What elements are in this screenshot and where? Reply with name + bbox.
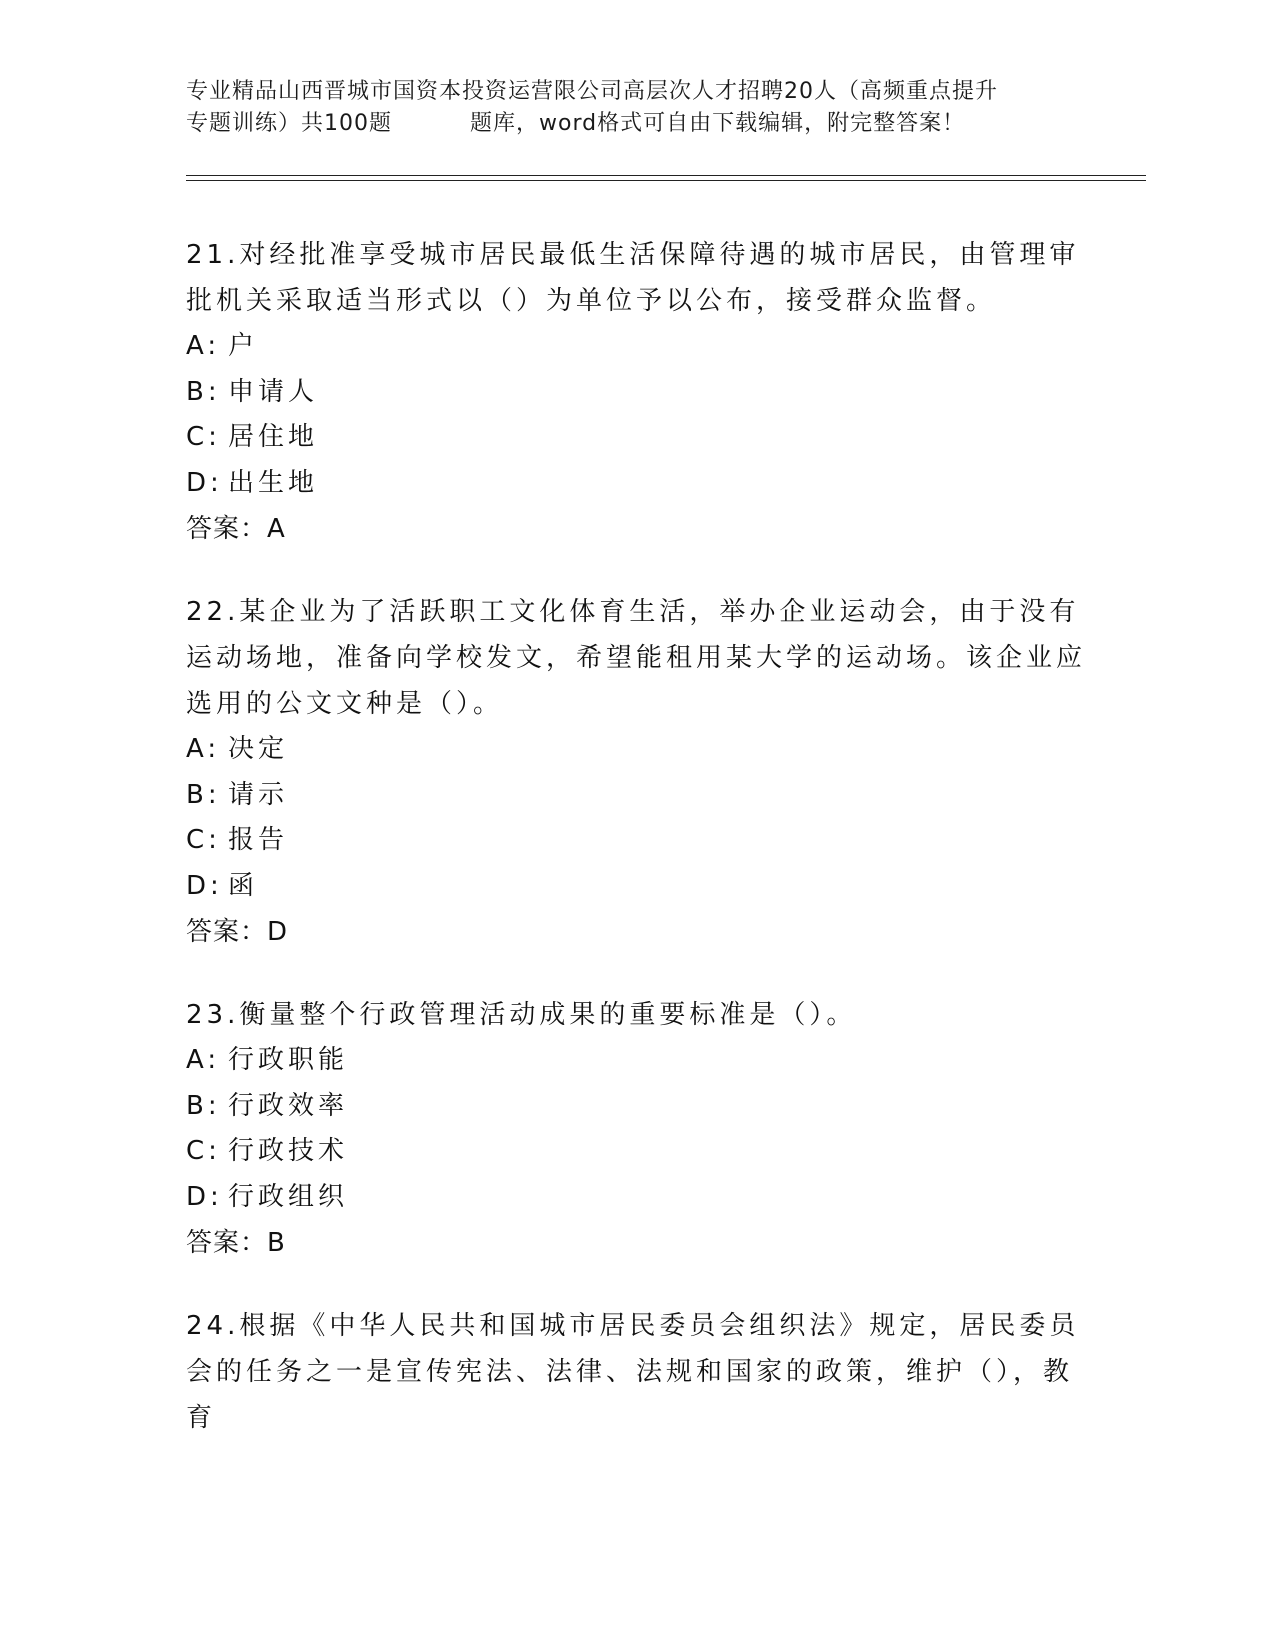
option-c — [186, 415, 1086, 461]
question-22 — [186, 589, 1086, 955]
option-text: 行政效率 — [228, 1090, 349, 1121]
question-text: 23.衡量整个行政管理活动成果的重要标准是（）。 — [186, 1000, 857, 1030]
option-a — [186, 1038, 1086, 1084]
question-21 — [186, 232, 1086, 552]
question-text: 22.某企业为了活跃职工文化体育生活，举办企业运动会，由于没有运动场地，准备向学校发文，希望能租用某大学的运动场。该企业应选用的公文文种是（）。 — [186, 597, 1087, 719]
option-b — [186, 1084, 1086, 1130]
option-text: 行政组织 — [228, 1181, 349, 1212]
question-23 — [186, 992, 1086, 1266]
document-header — [186, 76, 1086, 140]
option-text: 行政职能 — [228, 1045, 349, 1075]
answer-line: 答案：B — [186, 1228, 286, 1258]
header-line-1: 专业精品山西晋城市国资本投资运营限公司高层次人才招聘20人（高频重点提升 — [186, 79, 998, 104]
option-text: 报告 — [228, 825, 289, 855]
option-d — [186, 461, 1086, 507]
option-d — [186, 864, 1086, 910]
option-letter: B: — [186, 1090, 221, 1121]
option-letter: D: — [186, 467, 223, 498]
header-line-2 — [186, 108, 1086, 140]
option-text: 请示 — [228, 779, 289, 810]
option-b — [186, 370, 1086, 416]
option-text: 决定 — [228, 734, 289, 764]
option-letter: C: — [186, 825, 221, 855]
option-text: 居住地 — [228, 422, 319, 452]
option-text: 户 — [228, 331, 259, 361]
option-letter: A: — [186, 331, 221, 361]
question-list — [186, 232, 1086, 1478]
header-line-2-part-1: 专题训练）共100题 — [186, 111, 392, 136]
option-b — [186, 773, 1086, 819]
option-letter: C: — [186, 1136, 221, 1166]
header-divider-bottom — [186, 180, 1146, 181]
option-text: 行政技术 — [228, 1136, 349, 1166]
option-c — [186, 818, 1086, 864]
header-line-2-part-2: 题库，word格式可自由下载编辑，附完整答案！ — [470, 111, 966, 136]
option-letter: A: — [186, 1045, 221, 1075]
option-letter: A: — [186, 734, 221, 764]
header-divider-top — [186, 175, 1146, 176]
answer-line: 答案：D — [186, 917, 289, 947]
option-letter: D: — [186, 1181, 223, 1212]
question-text: 21.对经批准享受城市居民最低生活保障待遇的城市居民，由管理审批机关采取适当形式以（）为单位予以公布，接受群众监督。 — [186, 240, 1080, 316]
option-c — [186, 1129, 1086, 1175]
option-a — [186, 324, 1086, 370]
option-letter: C: — [186, 422, 221, 452]
option-letter: B: — [186, 779, 221, 810]
option-text: 申请人 — [228, 376, 319, 407]
option-letter: D: — [186, 870, 223, 901]
option-a — [186, 727, 1086, 773]
option-text: 函 — [228, 870, 259, 901]
question-text: 24.根据《中华人民共和国城市居民委员会组织法》规定，居民委员会的任务之一是宣传宪法、法律、法规和国家的政策，维护（），教育 — [186, 1311, 1080, 1433]
option-letter: B: — [186, 376, 221, 407]
option-text: 出生地 — [228, 467, 319, 498]
option-d — [186, 1175, 1086, 1221]
answer-line: 答案：A — [186, 514, 286, 544]
question-24 — [186, 1303, 1086, 1441]
